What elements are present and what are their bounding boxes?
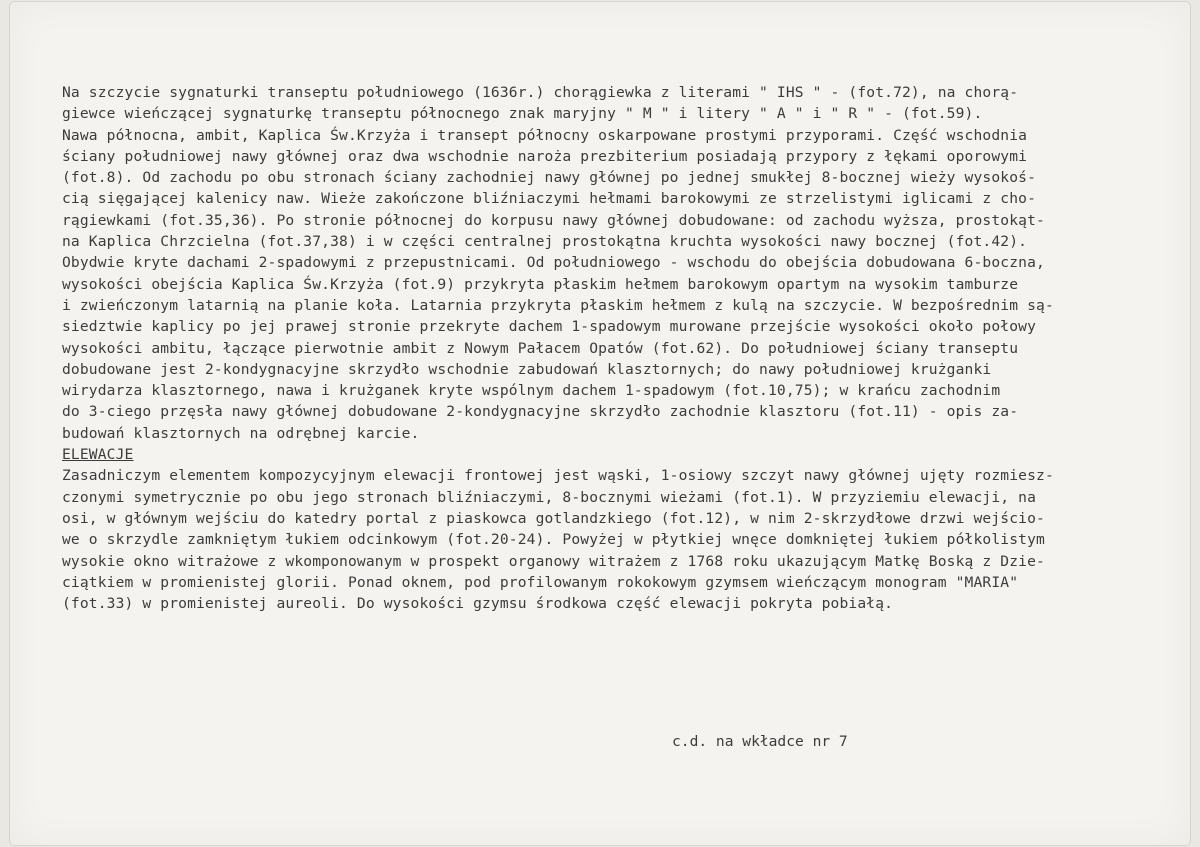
- text-line: we o skrzydle zamkniętym łukiem odcinkowym (fot.20-24). Powyżej w płytkiej wnęce domkniętej łukiem półkolistym: [62, 531, 1045, 549]
- document-text: [62, 82, 1182, 614]
- text-line: wirydarza klasztornego, nawa i krużganek kryte wspólnym dachem 1-spadowym (fot.10,75); w krańcu zachodnim: [62, 382, 1001, 400]
- text-line: Obydwie kryte dachami 2-spadowymi z przepustnicami. Od południowego - wschodu do obejścia dobudowana 6-boczna,: [62, 254, 1045, 272]
- section-heading: ELEWACJE: [62, 446, 134, 464]
- text-line: czonymi symetrycznie po obu jego stronach bliźniaczymi, 8-bocznymi wieżami (fot.1). W przyziemiu elewacji, na: [62, 488, 1037, 506]
- text-line: budowań klasztornych na odrębnej karcie.: [62, 424, 420, 442]
- text-line: dobudowane jest 2-kondygnacyjne skrzydło wschodnie zabudowań klasztornych; do nawy południowej krużganki: [62, 360, 992, 378]
- text-line: (fot.33) w promienistej aureoli. Do wysokości gzymsu środkowa część elewacji pokryta pobiałą.: [62, 595, 894, 613]
- text-line: do 3-ciego przęsła nawy głównej dobudowane 2-kondygnacyjne skrzydło zachodnie klasztoru (fot.11) - opis za-: [62, 403, 1019, 421]
- continuation-note: c.d. na wkładce nr 7: [672, 733, 848, 750]
- text-line: giewce wieńczącej sygnaturkę transeptu północnego znak maryjny " M " i litery " A " i " R " - (fot.59).: [62, 105, 983, 123]
- text-line: Zasadniczym elementem kompozycyjnym elewacji frontowej jest wąski, 1-osiowy szczyt nawy głównej ujęty rozmiesz-: [62, 467, 1054, 485]
- text-line: na Kaplica Chrzcielna (fot.37,38) i w części centralnej prostokątna kruchta wysokości nawy bocznej (fot.42).: [62, 233, 1028, 251]
- text-line: ściany południowej nawy głównej oraz dwa wschodnie naroża prezbiterium posiadają przypory z łękami oporowymi: [62, 147, 1028, 165]
- text-line: i zwieńczonym latarnią na planie koła. Latarnia przykryta płaskim hełmem z kulą na szczycie. W bezpośrednim są-: [62, 296, 1054, 314]
- text-line: wysokości obejścia Kaplica Św.Krzyża (fot.9) przykryta płaskim hełmem barokowym opartym na wysokim tamburze: [62, 275, 1019, 293]
- text-line: cią sięgającej kalenicy naw. Wieże zakończone bliźniaczymi hełmami barokowymi ze strzelistymi iglicami z cho-: [62, 190, 1037, 208]
- text-line: Na szczycie sygnaturki transeptu południowego (1636r.) chorągiewka z literami " IHS " - (fot.72), na chorą-: [62, 84, 1019, 101]
- text-line: (fot.8). Od zachodu po obu stronach ściany zachodniej nawy głównej po jednej smukłej 8-bocznej wieży wysokoś-: [62, 169, 1037, 187]
- text-line: siedztwie kaplicy po jej prawej stronie przekryte dachem 1-spadowym murowane przejście wysokości około połowy: [62, 318, 1037, 336]
- text-line: ciątkiem w promienistej glorii. Ponad oknem, pod profilowanym rokokowym gzymsem wieńczącym monogram "MARIA": [62, 573, 1019, 591]
- text-line: rągiewkami (fot.35,36). Po stronie północnej do korpusu nawy głównej dobudowane: od zachodu wyższa, prostokąt-: [62, 211, 1045, 229]
- text-line: Nawa północna, ambit, Kaplica Św.Krzyża i transept północny oskarpowane prostymi przyporami. Część wschodnia: [62, 126, 1028, 144]
- document-sheet: [10, 2, 1190, 845]
- text-line: wysokości ambitu, łączące pierwotnie ambit z Nowym Pałacem Opatów (fot.62). Do południowej ściany transeptu: [62, 339, 1019, 357]
- text-line: wysokie okno witrażowe z wkomponowanym w prospekt organowy witrażem z 1768 roku ukazującym Matkę Boską z Dzie-: [62, 552, 1045, 570]
- text-line: osi, w głównym wejściu do katedry portal z piaskowca gotlandzkiego (fot.12), w nim 2-skrzydłowe drzwi wejścio-: [62, 509, 1045, 527]
